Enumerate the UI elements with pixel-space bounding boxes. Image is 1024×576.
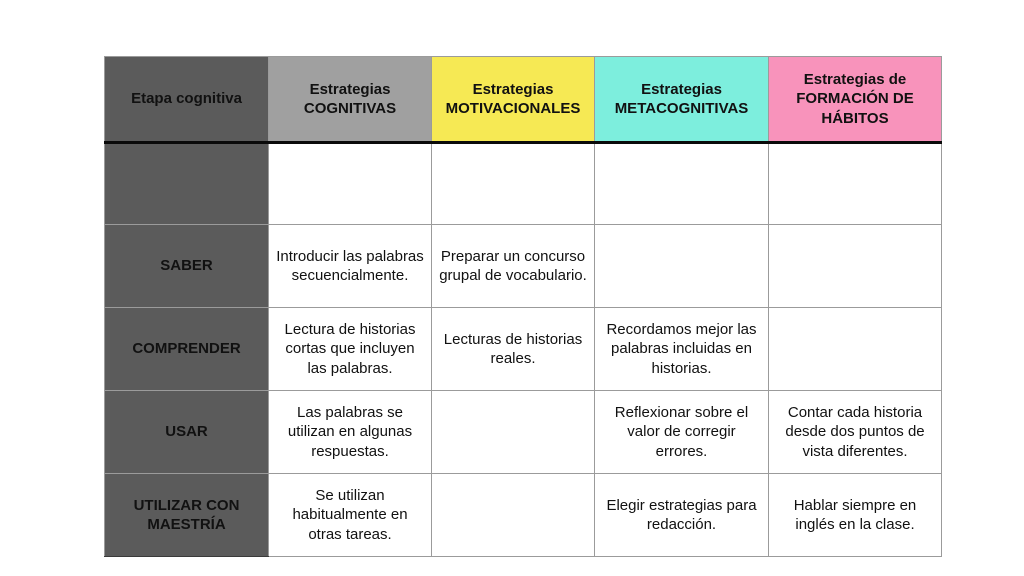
table-cell [769, 143, 942, 225]
table-cell: Se utilizan habitualmente en otras tareas. [269, 474, 432, 557]
table-cell [432, 143, 595, 225]
table-cell: Lecturas de historias reales. [432, 308, 595, 391]
table-cell: Introducir las palabras secuencialmente. [269, 225, 432, 308]
table-cell [595, 143, 769, 225]
table-cell [269, 143, 432, 225]
table-cell [769, 308, 942, 391]
row-header-utilizar-con-maestria: UTILIZAR CON MAESTRÍA [105, 474, 269, 557]
column-header-estrategias-metacognitivas: Estrategias METACOGNITIVAS [595, 57, 769, 143]
table-cell: Preparar un concurso grupal de vocabulario. [432, 225, 595, 308]
column-header-estrategias-cognitivas: Estrategias COGNITIVAS [269, 57, 432, 143]
table-cell [595, 225, 769, 308]
table-cell: Hablar siempre en inglés en la clase. [769, 474, 942, 557]
table-row-comprender [105, 308, 942, 391]
table-row-usar [105, 391, 942, 474]
row-header-saber: SABER [105, 225, 269, 308]
table-cell [769, 225, 942, 308]
table-header-row [105, 57, 942, 143]
column-header-estrategias-formacion-habitos: Estrategias de FORMACIÓN DE HÁBITOS [769, 57, 942, 143]
row-header-empty [105, 143, 269, 225]
table-cell: Elegir estrategias para redacción. [595, 474, 769, 557]
table-cell [432, 474, 595, 557]
table-row-empty [105, 143, 942, 225]
row-header-comprender: COMPRENDER [105, 308, 269, 391]
table-cell: Reflexionar sobre el valor de corregir errores. [595, 391, 769, 474]
table-cell: Lectura de historias cortas que incluyen las palabras. [269, 308, 432, 391]
table-cell: Contar cada historia desde dos puntos de vista diferentes. [769, 391, 942, 474]
column-header-etapa-cognitiva: Etapa cognitiva [105, 57, 269, 143]
column-header-estrategias-motivacionales: Estrategias MOTIVACIONALES [432, 57, 595, 143]
strategies-table [104, 56, 942, 557]
table-cell: Las palabras se utilizan en algunas respuestas. [269, 391, 432, 474]
table-row-saber [105, 225, 942, 308]
table-cell: Recordamos mejor las palabras incluidas en historias. [595, 308, 769, 391]
table-cell [432, 391, 595, 474]
table-row-utilizar-con-maestria [105, 474, 942, 557]
row-header-usar: USAR [105, 391, 269, 474]
